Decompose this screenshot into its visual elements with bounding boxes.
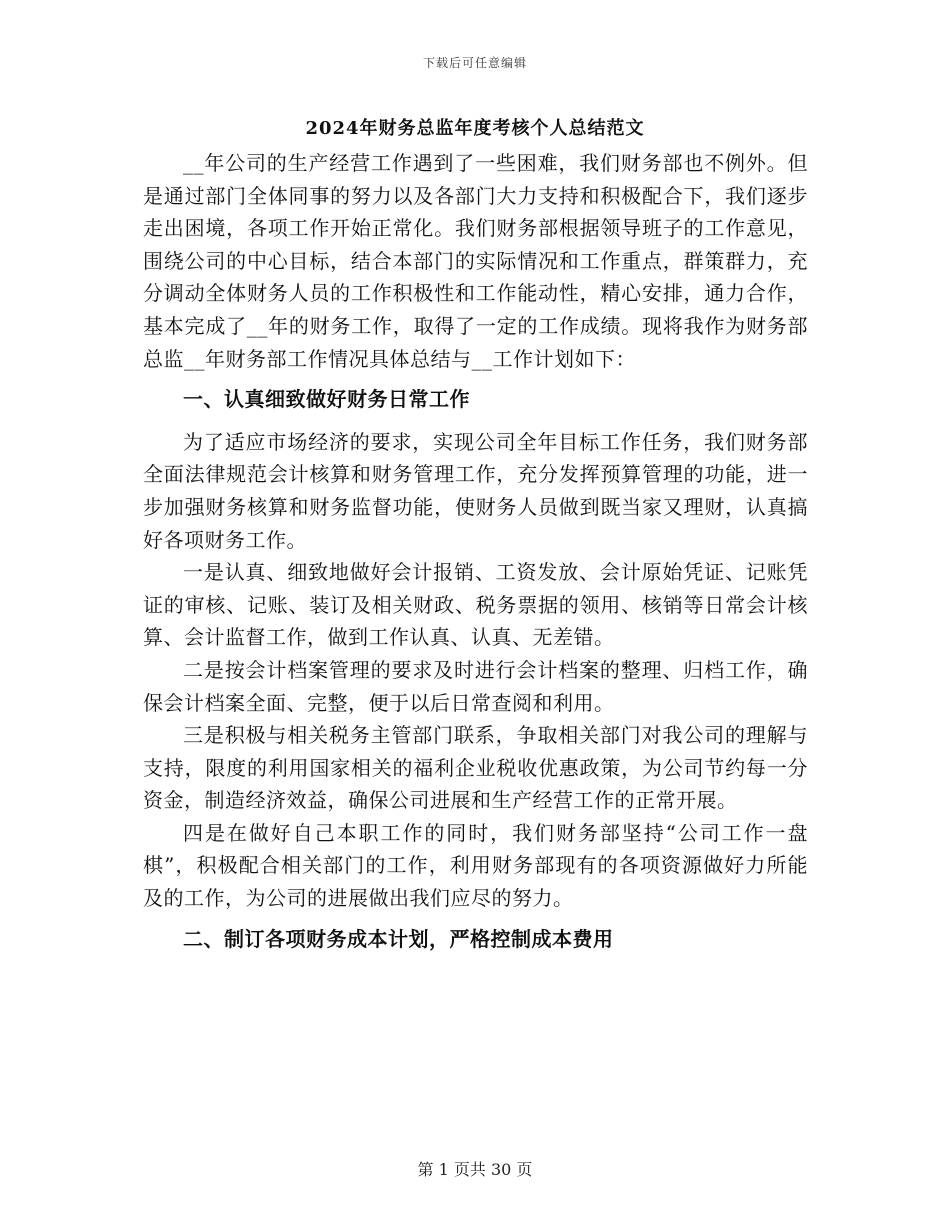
section1-paragraph: 为了适应市场经济的要求，实现公司全年目标工作任务，我们财务部全面法律规范会计核算和财务管理工作，充分发挥预算管理的功能，进一步加强财务核算和财务监督功能，使财务人员做到既当家又理财，认真搞好各项财务工作。 — [143, 429, 808, 552]
page-title: 2024年财务总监年度考核个人总结范文 — [305, 118, 645, 139]
spacer — [143, 375, 808, 383]
spacer — [143, 416, 808, 426]
section1-paragraph: 三是积极与相关税务主管部门联系，争取相关部门对我公司的理解与支持，限度的利用国家相关的福利企业税收优惠政策，为公司节约每一分资金，制造经济效益，确保公司进展和生产经营工作的正常开展。 — [143, 723, 808, 813]
section1-paragraph: 二是按会计档案管理的要求及时进行会计档案的整理、归档工作，确保会计档案全面、完整，便于以后日常查阅和利用。 — [143, 657, 808, 715]
document-body — [143, 147, 808, 955]
section1-paragraph: 四是在做好自己本职工作的同时，我们财务部坚持“公司工作一盘棋”，积极配合相关部门的工作，利用财务部现有的各项资源做好力所能及的工作，为公司的进展做出我们应尽的努力。 — [143, 820, 808, 911]
spacer — [143, 915, 808, 923]
header-note: 下载后可任意编辑 — [422, 56, 527, 70]
section-heading-1: 一、认真细致做好财务日常工作 — [183, 387, 470, 412]
intro-paragraph: __年公司的生产经营工作遇到了一些困难，我们财务部也不例外。但是通过部门全体同事的努力以及各部门大力支持和积极配合下，我们逐步走出困境，各项工作开始正常化。我们财务部根据领导班子的工作意见，围绕公司的中心目标，结合本部门的实际情况和工作重点，群策群力，充分调动全体财务人员的工作积极性和工作能动性，精心安排，通力合作，基本完成了__年的财务工作，取得了一定的工作成绩。现将我作为财务部总监__年财务部工作情况具体总结与__工作计划如下： — [143, 151, 808, 371]
section-heading-2: 二、制订各项财务成本计划，严格控制成本费用 — [183, 926, 614, 951]
page-number: 第 1 页共 30 页 — [417, 1160, 533, 1179]
section1-paragraph: 一是认真、细致地做好会计报销、工资发放、会计原始凭证、记账凭证的审核、记账、装订及相关财政、税务票据的领用、核销等日常会计核算、会计监督工作，做到工作认真、认真、无差错。 — [143, 560, 808, 650]
